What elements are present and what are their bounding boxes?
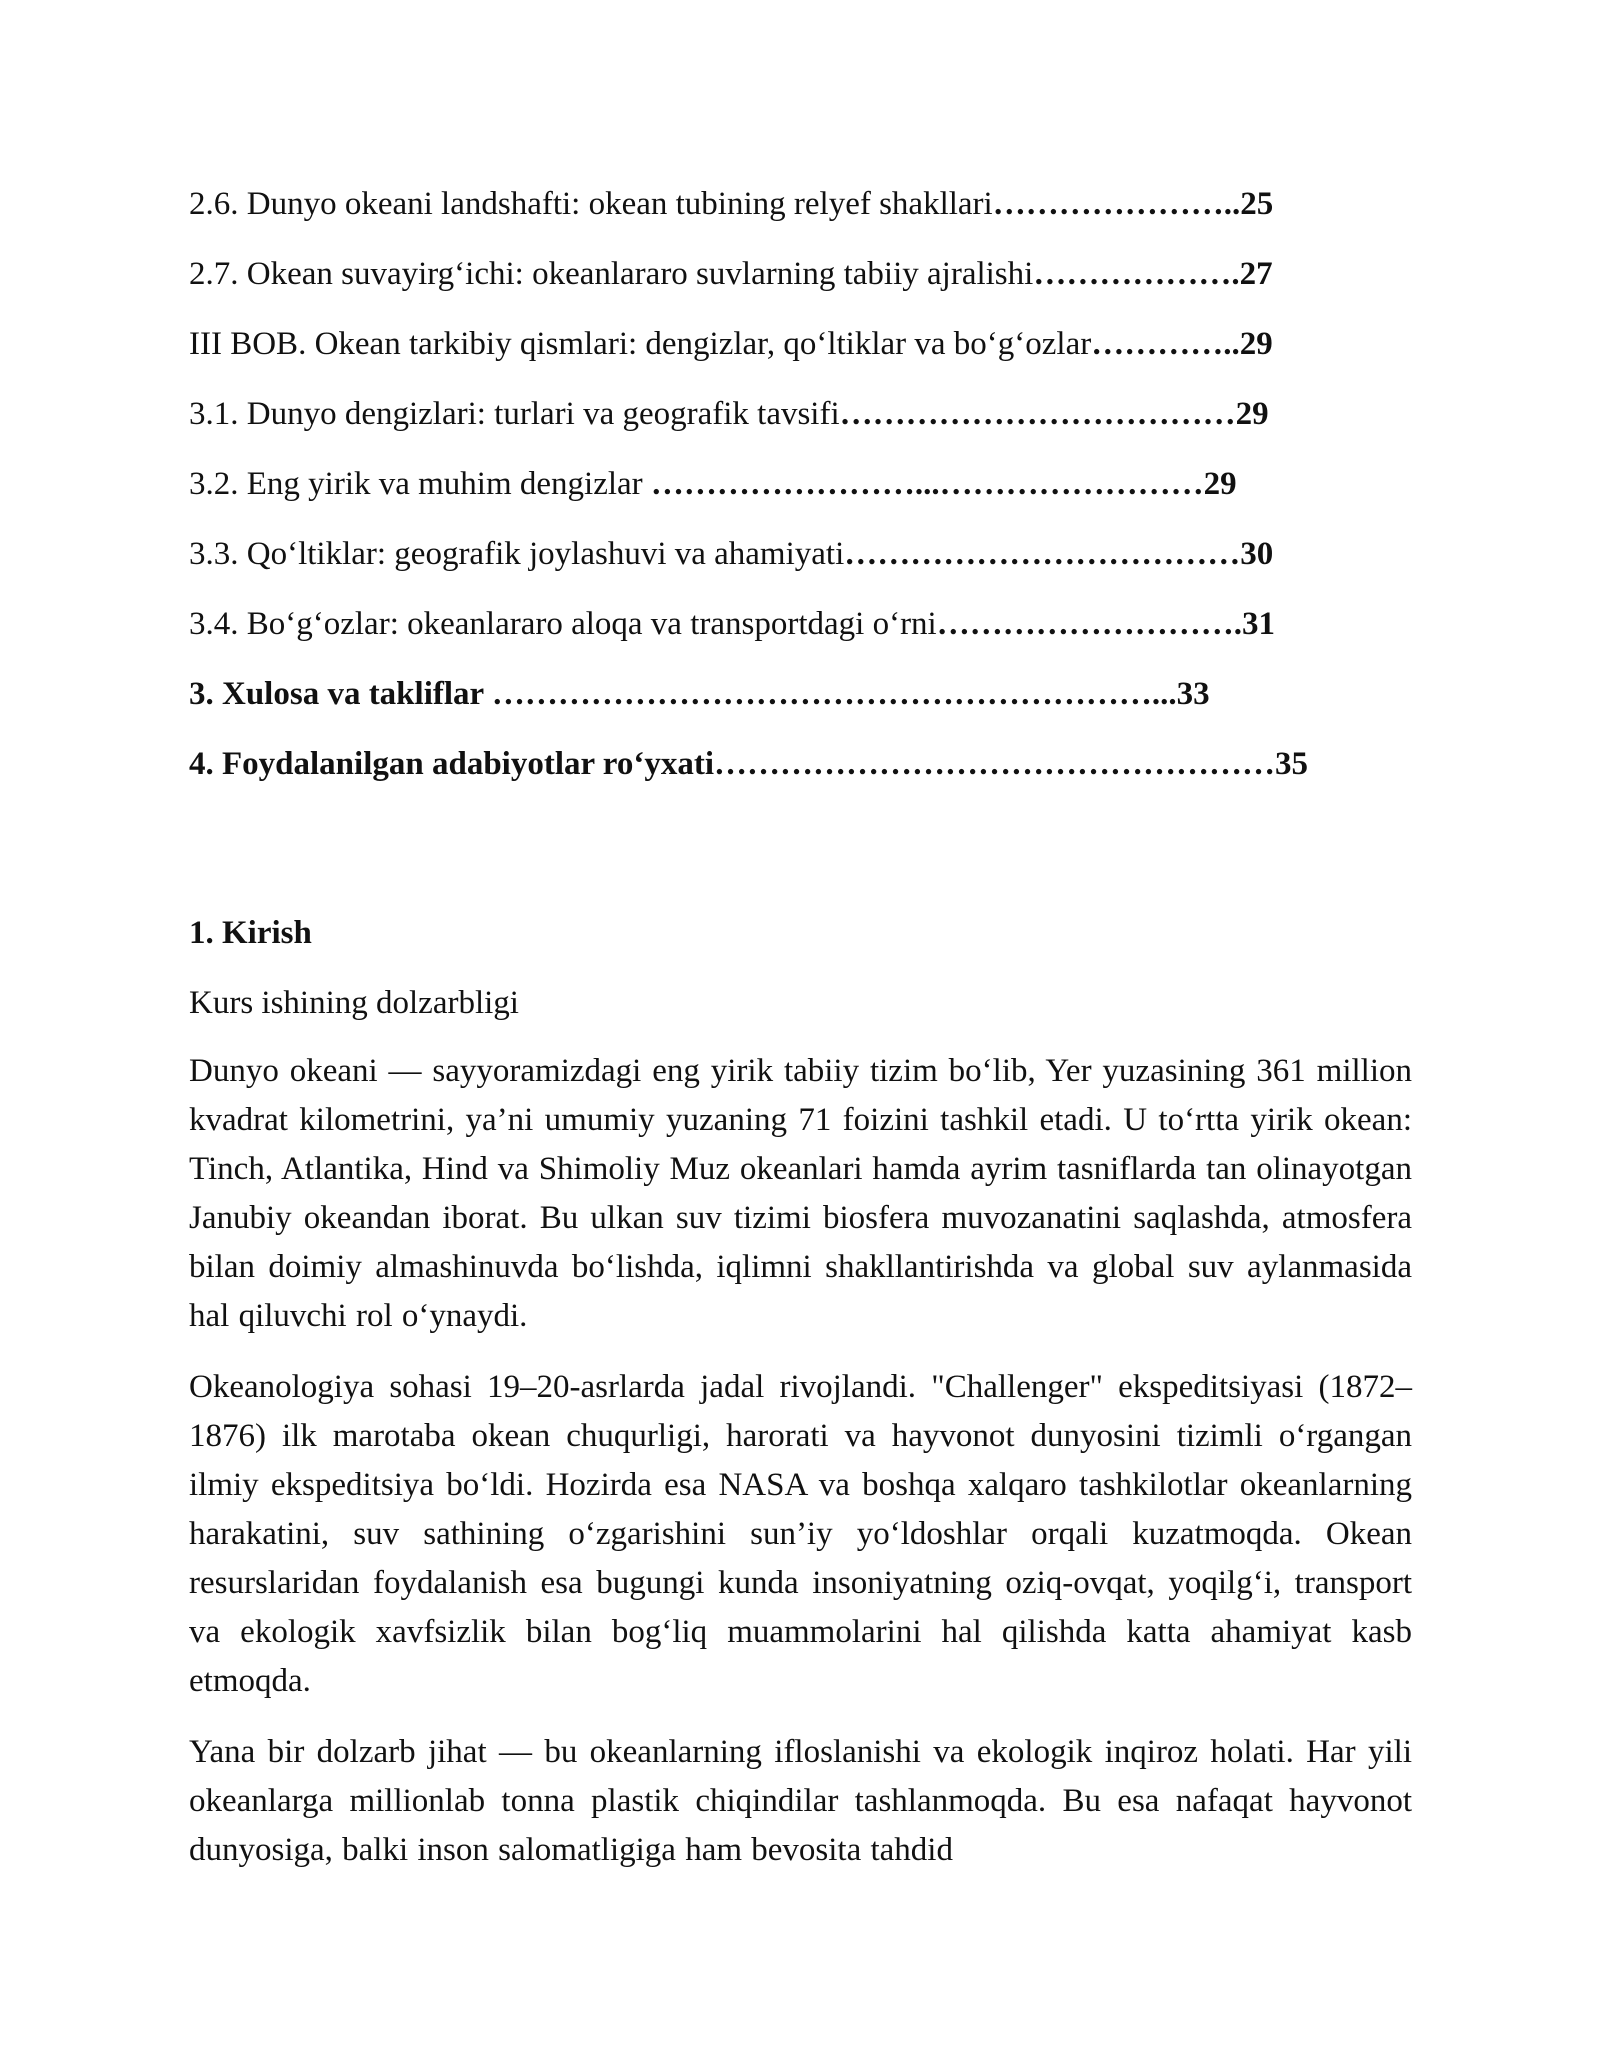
toc-entry-page: 30 xyxy=(1240,536,1274,572)
toc-entry-page: 29 xyxy=(1235,396,1269,432)
toc-entry xyxy=(189,182,1412,252)
toc-entry-leader: ………………. xyxy=(1033,256,1240,292)
toc-entry-leader: ………………….. xyxy=(992,186,1241,222)
toc-entry xyxy=(189,462,1412,532)
toc-entry-page: 29 xyxy=(1239,326,1273,362)
toc-entry xyxy=(189,252,1412,322)
toc-entry-leader: ……………………………… xyxy=(844,536,1241,572)
body-paragraph: Dunyo okeani — sayyoramizdagi eng yirik tabiiy tizim bo‘lib, Yer yuzasining 361 million kvadrat kilometrini, ya’ni umumiy yuzaning 71 foizini tashkil etadi. U to‘rtta yirik okean: Tinch, Atlantika, Hind va Shimoliy Muz okeanlari hamda ayrim tasniflarda tan olinayotgan Janubiy okeandan iborat. Bu ulkan suv tizimi biosfera muvozanatini saqlashda, atmosfera bilan doimiy almashinuvda bo‘lishda, iqlimni shakllantirishda va global suv aylanmasida hal qiluvchi rol o‘ynaydi. xyxy=(189,1053,1412,1334)
toc-entry-title: 2.6. Dunyo okeani landshafti: okean tubining relyef shakllari xyxy=(189,186,993,222)
toc-entry-leader: ………………………. xyxy=(936,606,1242,642)
toc-entry-title: 2.7. Okean suvayirg‘ichi: okeanlararo suvlarning tabiiy ajralishi xyxy=(189,256,1034,292)
toc-entry-title: 3.2. Eng yirik va muhim dengizlar xyxy=(189,466,651,502)
document-page xyxy=(189,182,1412,1875)
toc-entry-leader: ……………………………………………………... xyxy=(491,676,1177,712)
body-paragraph: Okeanologiya sohasi 19–20-asrlarda jadal rivojlandi. "Challenger" ekspeditsiyasi (1872–1876) ilk marotaba okean chuqurligi, harorati va hayvonot dunyosini tizimli o‘rgangan ilmiy ekspeditsiya bo‘ldi. Hozirda esa NASA va boshqa xalqaro tashkilotlar okeanlarning harakatini, suv sathining o‘zgarishini sun’iy yo‘ldoshlar orqali kuzatmoqda. Okean resurslaridan foydalanish esa bugungi kunda insoniyatning oziq-ovqat, yoqilg‘i, transport va ekologik xavfsizlik bilan bog‘liq muammolarini hal qilishda katta ahamiyat kasb etmoqda. xyxy=(189,1369,1412,1699)
toc-entry-page: 35 xyxy=(1275,746,1309,782)
toc-entry xyxy=(189,392,1412,462)
toc-entry-title: III BOB. Okean tarkibiy qismlari: dengizlar, qo‘ltiklar va bo‘g‘ozlar xyxy=(189,326,1092,362)
toc-entry-title: 3.1. Dunyo dengizlari: turlari va geografik tavsifi xyxy=(189,396,840,432)
toc-entry-title: 3.4. Bo‘g‘ozlar: okeanlararo aloqa va transportdagi o‘rni xyxy=(189,606,937,642)
table-of-contents xyxy=(189,182,1412,812)
body-paragraph: Yana bir dolzarb jihat — bu okeanlarning ifloslanishi va ekologik inqiroz holati. Har yili okeanlarga millionlab tonna plastik chiqindilar tashlanmoqda. Bu esa nafaqat hayvonot dunyosiga, balki inson salomatligiga ham bevosita tahdid xyxy=(189,1734,1412,1868)
toc-entry xyxy=(189,322,1412,392)
toc-entry-leader: …………………………………………… xyxy=(714,746,1276,782)
section-subheading: Kurs ishining dolzarbligi xyxy=(189,985,519,1021)
toc-entry-page: 25 xyxy=(1240,186,1274,222)
toc-entry-leader: ………….. xyxy=(1091,326,1240,362)
toc-entry xyxy=(189,602,1412,672)
toc-entry-page: 27 xyxy=(1239,256,1273,292)
toc-entry-page: 31 xyxy=(1241,606,1275,642)
toc-entry-title: 3. Xulosa va takliflar xyxy=(189,676,492,712)
toc-entry-page: 33 xyxy=(1176,676,1210,712)
toc-entry xyxy=(189,532,1412,602)
section-heading: 1. Kirish xyxy=(189,915,312,951)
toc-entry-leader: ……………………...…………………… xyxy=(650,466,1204,502)
toc-entry-leader: ……………………………… xyxy=(839,396,1236,432)
toc-entry xyxy=(189,672,1412,742)
toc-entry-page: 29 xyxy=(1203,466,1237,502)
toc-entry-title: 3.3. Qo‘ltiklar: geografik joylashuvi va ahamiyati xyxy=(189,536,845,572)
toc-entry-title: 4. Foydalanilgan adabiyotlar ro‘yxati xyxy=(189,746,715,782)
toc-entry xyxy=(189,742,1412,812)
